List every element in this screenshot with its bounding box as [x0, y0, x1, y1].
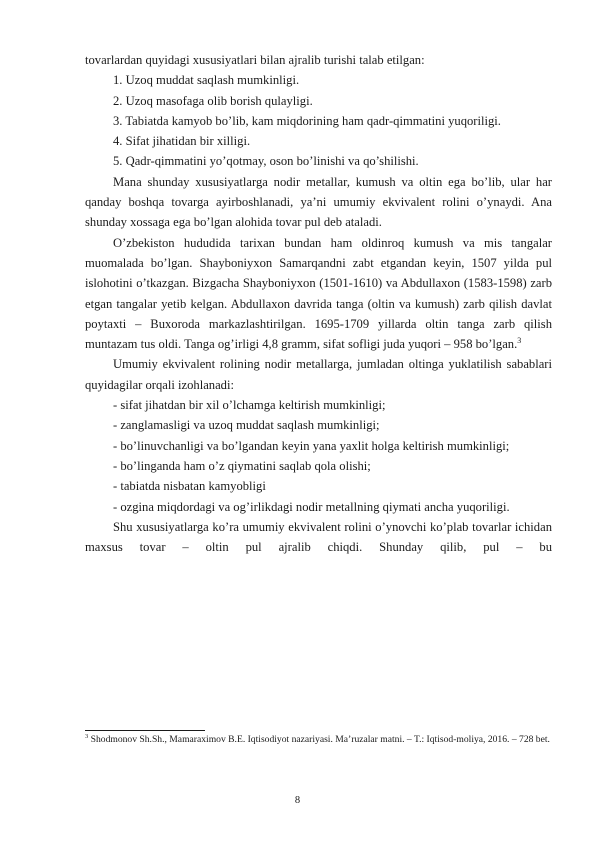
paragraph-history-text: O’zbekiston hududida tarixan bundan ham oldinroq kumush va mis tangalar muomalada bo’lgan. Shayboniyxon Samarqandni zabt etgandan keyin, 1507 yilda pul islohotini o’tkazgan. Bizgacha Shayboniyxon (1501-1610) va Abdullaxon (1583-1598) zarb etgan tangalar yetib kelgan. Abdullaxon davrida tanga (oltin va kumush) zarb qilish davlat poytaxti – Buxoroda markazlashtirilgan. 1695-1709 yillarda oltin tanga zarb qilish muntazam tus oldi. Tanga og’irligi 4,8 gramm, sifat sofligi juda yuqori – 958 bo’lgan. [85, 235, 552, 352]
list-item-4: 4. Sifat jihatidan bir xilligi. [113, 134, 251, 149]
bullet-item-5: - tabiatda nisbatan kamyobligi [113, 479, 266, 494]
page-body [85, 50, 552, 557]
footnote-reference: 3 [517, 335, 522, 345]
paragraph-reasons: Umumiy ekvivalent rolining nodir metallarga, jumladan oltinga yuklatilish sabablari quyidagilar orqali izohlanadi: [85, 357, 552, 392]
bullet-item-3: - bo’linuvchanligi va bo’lgandan keyin yana yaxlit holga keltirish mumkinligi; [113, 438, 510, 453]
list-item-5: 5. Qadr-qimmatini yo’qotmay, oson bo’linishi va qo’shilishi. [113, 154, 419, 169]
bullet-item-1: - sifat jihatdan bir xil o’lchamga keltirish mumkinligi; [113, 398, 386, 413]
bullet-item-4: - bo’linganda ham o’z qiymatini saqlab qola olishi; [113, 458, 371, 473]
footnote [85, 733, 552, 746]
page-number: 8 [294, 795, 301, 806]
list-item-3: 3. Tabiatda kamyob bo’lib, kam miqdorining ham qadr-qimmatini yuqoriligi. [113, 113, 501, 128]
footnote-marker: 3 [85, 732, 89, 740]
footnote-text: Shodmonov Sh.Sh., Mamaraximov B.E. Iqtisodiyot nazariyasi. Ma’ruzalar matni. – T.: Iqtisod-moliya, 2016. – 728 bet. [88, 734, 550, 745]
bullet-item-6: - ozgina miqdordagi va og’irlikdagi nodir metallning qiymati ancha yuqoriligi. [113, 499, 510, 514]
paragraph-metals: Mana shunday xususiyatlarga nodir metallar, kumush va oltin ega bo’lib, ular har qanday boshqa tovarga ayirboshlanadi, ya’ni umumiy ekvivalent rolini o’ynaydi. Ana shunday xossaga ega bo’lgan alohida tovar pul deb ataladi. [85, 174, 552, 230]
paragraph-intro: tovarlardan quyidagi xususiyatlari bilan ajralib turishi talab etilgan: [85, 53, 425, 67]
list-item-2: 2. Uzoq masofaga olib borish qulayligi. [113, 93, 313, 108]
paragraph-history [85, 233, 552, 355]
footnote-separator [85, 730, 205, 731]
list-item-1: 1. Uzoq muddat saqlash mumkinligi. [113, 73, 300, 88]
bullet-item-2: - zanglamasligi va uzoq muddat saqlash mumkinligi; [113, 418, 380, 433]
paragraph-conclusion: Shu xususiyatlarga ko’ra umumiy ekvivalent rolini o’ynovchi ko’plab tovarlar ichidan maxsus tovar – oltin pul ajralib chiqdi. Shunday qilib, pul – bu [85, 519, 552, 555]
